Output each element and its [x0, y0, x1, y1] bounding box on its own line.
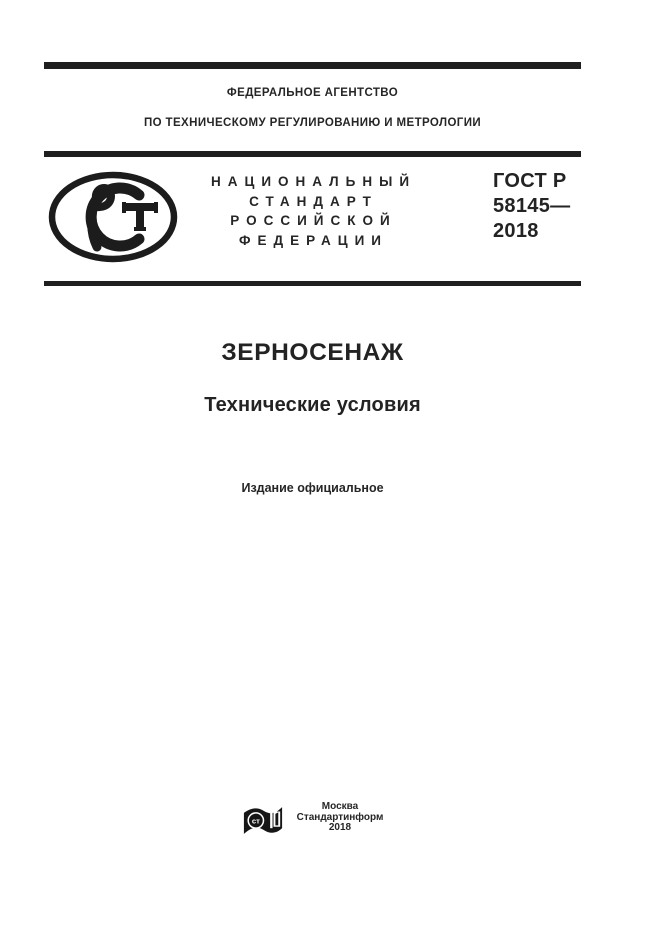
standard-type-line: РОССИЙСКОЙ [230, 213, 397, 228]
header-rule [44, 151, 581, 157]
band-bottom-rule [44, 281, 581, 286]
document-title: ЗЕРНОСЕНАЖ [221, 339, 404, 366]
svg-text:ст: ст [251, 816, 260, 826]
imprint-block [44, 802, 581, 838]
agency-name-line2: ПО ТЕХНИЧЕСКОМУ РЕГУЛИРОВАНИЮ И МЕТРОЛОГИИ [143, 117, 482, 129]
standard-type-block [180, 172, 440, 250]
rst-conformity-mark-icon [47, 169, 180, 265]
standard-type-line: НАЦИОНАЛЬНЫЙ [210, 174, 417, 189]
document-subtitle: Технические условия [204, 394, 421, 416]
designation-line2: 58145— [493, 195, 571, 217]
standartinform-logo-icon [242, 805, 284, 838]
designation-line1: ГОСТ Р [493, 170, 567, 192]
standard-type-line: ФЕДЕРАЦИИ [239, 232, 388, 248]
imprint-publisher: Стандартинформ [296, 811, 384, 823]
agency-name-line1: ФЕДЕРАЛЬНОЕ АГЕНТСТВО [226, 87, 399, 99]
standard-designation [493, 169, 570, 244]
imprint-text [297, 802, 384, 834]
imprint-year: 2018 [328, 822, 352, 833]
top-rule [44, 62, 581, 69]
imprint-city: Москва [321, 801, 359, 812]
designation-line3: 2018 [493, 220, 539, 242]
edition-note: Издание официальное [241, 481, 384, 495]
standard-type-line: СТАНДАРТ [249, 193, 378, 209]
